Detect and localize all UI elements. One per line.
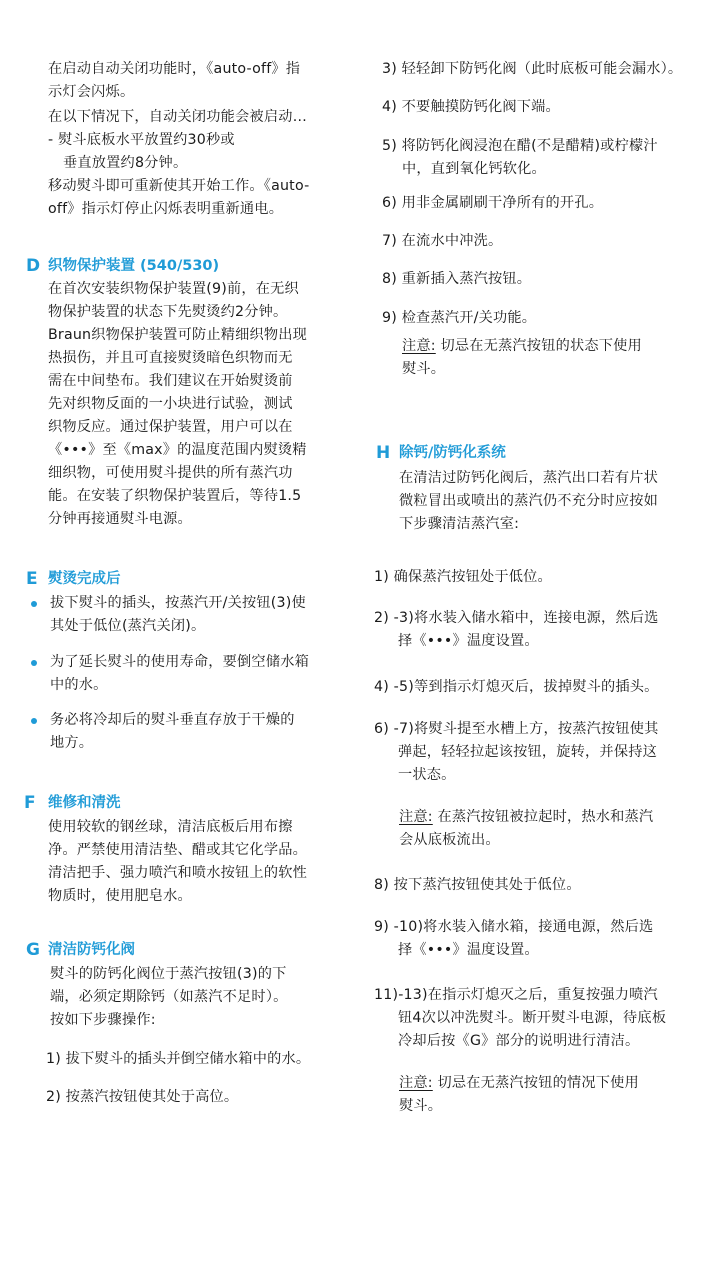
section-title-g: 清洁防钙化阀 — [48, 942, 135, 958]
step-7: 7) 在流水中冲洗。 — [382, 233, 503, 249]
bullet-item — [50, 592, 355, 638]
bullet-dot — [31, 601, 37, 607]
body-line: 清洁把手、强力喷汽和喷水按钮上的软性 — [48, 865, 307, 881]
section-letter-e: E — [26, 569, 38, 589]
intro-line: off》指示灯停止闪烁表明重新通电。 — [48, 201, 284, 217]
h-step-6 — [374, 718, 719, 787]
section-letter-d: D — [26, 256, 41, 276]
body-line: 下步骤清洁蒸汽室: — [399, 516, 520, 532]
note-text: 在蒸汽按钮被拉起时，热水和蒸汽 — [437, 809, 654, 825]
step-9: 9) 检查蒸汽开/关功能。 — [382, 310, 537, 326]
step-line: 9) -10)将水装入储水箱，接通电源，然后选 — [374, 919, 654, 935]
step-2: 2) 按蒸汽按钮使其处于高位。 — [46, 1089, 239, 1105]
body-line: 物质时，使用肥皂水。 — [48, 888, 192, 904]
body-line: 物保护装置的状态下先熨烫约2分钟。 — [48, 304, 288, 320]
body-line: 《•••》至《max》的温度范围内熨烫精 — [48, 442, 307, 458]
step-line: 一状态。 — [398, 767, 456, 783]
h-step-11 — [374, 984, 719, 1053]
h-step-8: 8) 按下蒸汽按钮使其处于低位。 — [374, 877, 581, 893]
section-letter-f: F — [24, 793, 36, 813]
intro-line: - 熨斗底板水平放置约30秒或 — [48, 132, 235, 148]
step-3: 3) 轻轻卸下防钙化阀（此时底板可能会漏水）。 — [382, 61, 683, 77]
step-5 — [382, 135, 717, 181]
intro-line: 在启动自动关闭功能时，《auto-off》指 — [48, 61, 301, 77]
step-line: 11)-13)在指示灯熄灭之后，重复按强力喷汽 — [374, 987, 658, 1003]
section-letter-h: H — [376, 443, 391, 463]
body-line: 能。在安装了织物保护装置后，等待1.5 — [48, 488, 302, 504]
step-line: 钮4次以冲洗熨斗。断开熨斗电源，待底板 — [398, 1010, 667, 1026]
note-text: 切忌在无蒸汽按钮的状态下使用 — [440, 338, 642, 354]
bullet-item — [50, 651, 355, 697]
step-line: 冷却后按《G》部分的说明进行清洁。 — [398, 1033, 640, 1049]
step-1: 1) 拔下熨斗的插头并倒空储水箱中的水。 — [46, 1051, 311, 1067]
section-title-h: 除钙/防钙化系统 — [399, 445, 506, 461]
body-line: 按如下步骤操作: — [50, 1012, 156, 1028]
bullet-item — [50, 709, 355, 755]
body-line: 微粒冒出或喷出的蒸汽仍不充分时应按如 — [399, 493, 658, 509]
body-line: 分钟再接通熨斗电源。 — [48, 511, 192, 527]
step-line: 择《•••》温度设置。 — [398, 633, 539, 649]
body-line: Braun织物保护装置可防止精细织物出现 — [48, 327, 308, 343]
body-line: 熨斗的防钙化阀位于蒸汽按钮(3)的下 — [50, 966, 287, 982]
auto-off-intro — [48, 58, 353, 221]
note-label: 注意: — [402, 338, 436, 354]
body-line: 净。严禁使用清洁垫、醋或其它化学品。 — [48, 842, 307, 858]
note-text: 会从底板流出。 — [399, 832, 500, 848]
body-line: 先对织物反面的一小块进行试验，测试 — [48, 396, 293, 412]
note-1 — [402, 335, 717, 381]
body-line: 细织物，可使用熨斗提供的所有蒸汽功 — [48, 465, 293, 481]
body-line: 在首次安装织物保护装置(9)前，在无织 — [48, 281, 299, 297]
bullet-line: 地方。 — [50, 735, 94, 751]
h-step-9 — [374, 916, 719, 962]
intro-line: 移动熨斗即可重新使其开始工作。《auto- — [48, 178, 310, 194]
note-label: 注意: — [399, 1075, 433, 1091]
step-8: 8) 重新插入蒸汽按钮。 — [382, 271, 532, 287]
step-line: 2) -3)将水装入储水箱中，连接电源，然后选 — [374, 610, 659, 626]
step-line: 择《•••》温度设置。 — [398, 942, 539, 958]
step-line: 5) 将防钙化阀浸泡在醋(不是醋精)或柠檬汁 — [382, 138, 658, 154]
bullet-dot — [31, 718, 37, 724]
step-4: 4) 不要触摸防钙化阀下端。 — [382, 99, 560, 115]
bullet-line: 其处于低位(蒸汽关闭)。 — [50, 618, 206, 634]
step-line: 6) -7)将熨斗提至水槽上方，按蒸汽按钮使其 — [374, 721, 659, 737]
section-body-d — [48, 278, 358, 531]
body-line: 在清洁过防钙化阀后，蒸汽出口若有片状 — [399, 470, 658, 486]
note-2 — [399, 806, 719, 852]
body-line: 热损伤，并且可直接熨烫暗色织物而无 — [48, 350, 293, 366]
intro-line: 在以下情况下，自动关闭功能会被启动… — [48, 109, 307, 125]
body-line: 端，必须定期除钙（如蒸汽不足时）。 — [50, 989, 288, 1005]
note-text: 熨斗。 — [402, 361, 446, 377]
body-line: 需在中间垫布。我们建议在开始熨烫前 — [48, 373, 293, 389]
bullet-line: 务必将冷却后的熨斗垂直存放于干燥的 — [50, 712, 295, 728]
h-step-2 — [374, 607, 719, 653]
note-text: 熨斗。 — [399, 1098, 443, 1114]
h-step-4: 4) -5)等到指示灯熄灭后，拔掉熨斗的插头。 — [374, 679, 659, 695]
section-letter-g: G — [26, 940, 40, 960]
section-body-g — [50, 963, 355, 1032]
section-title-e: 熨烫完成后 — [48, 571, 121, 587]
intro-line: 示灯会闪烁。 — [48, 84, 135, 100]
step-line: 弹起，轻轻拉起该按钮，旋转，并保持这 — [398, 744, 657, 760]
step-6: 6) 用非金属刷刷干净所有的开孔。 — [382, 195, 604, 211]
body-line: 织物反应。通过保护装置，用户可以在 — [48, 419, 293, 435]
intro-line: 垂直放置约8分钟。 — [63, 155, 188, 171]
note-label: 注意: — [399, 809, 433, 825]
note-text: 切忌在无蒸汽按钮的情况下使用 — [437, 1075, 639, 1091]
h-step-1: 1) 确保蒸汽按钮处于低位。 — [374, 569, 552, 585]
note-3 — [399, 1072, 719, 1118]
bullet-line: 为了延长熨斗的使用寿命，要倒空储水箱 — [50, 654, 309, 670]
bullet-dot — [31, 660, 37, 666]
section-body-h — [399, 467, 719, 536]
section-title-d: 织物保护装置 (540/530) — [48, 258, 220, 274]
body-line: 使用较软的钢丝球，清洁底板后用布擦 — [48, 819, 293, 835]
bullet-line: 中的水。 — [50, 677, 108, 693]
section-body-f — [48, 816, 358, 908]
step-line: 中，直到氧化钙软化。 — [402, 161, 546, 177]
bullet-line: 拔下熨斗的插头，按蒸汽开/关按钮(3)使 — [50, 595, 306, 611]
section-title-f: 维修和清洗 — [48, 795, 121, 811]
